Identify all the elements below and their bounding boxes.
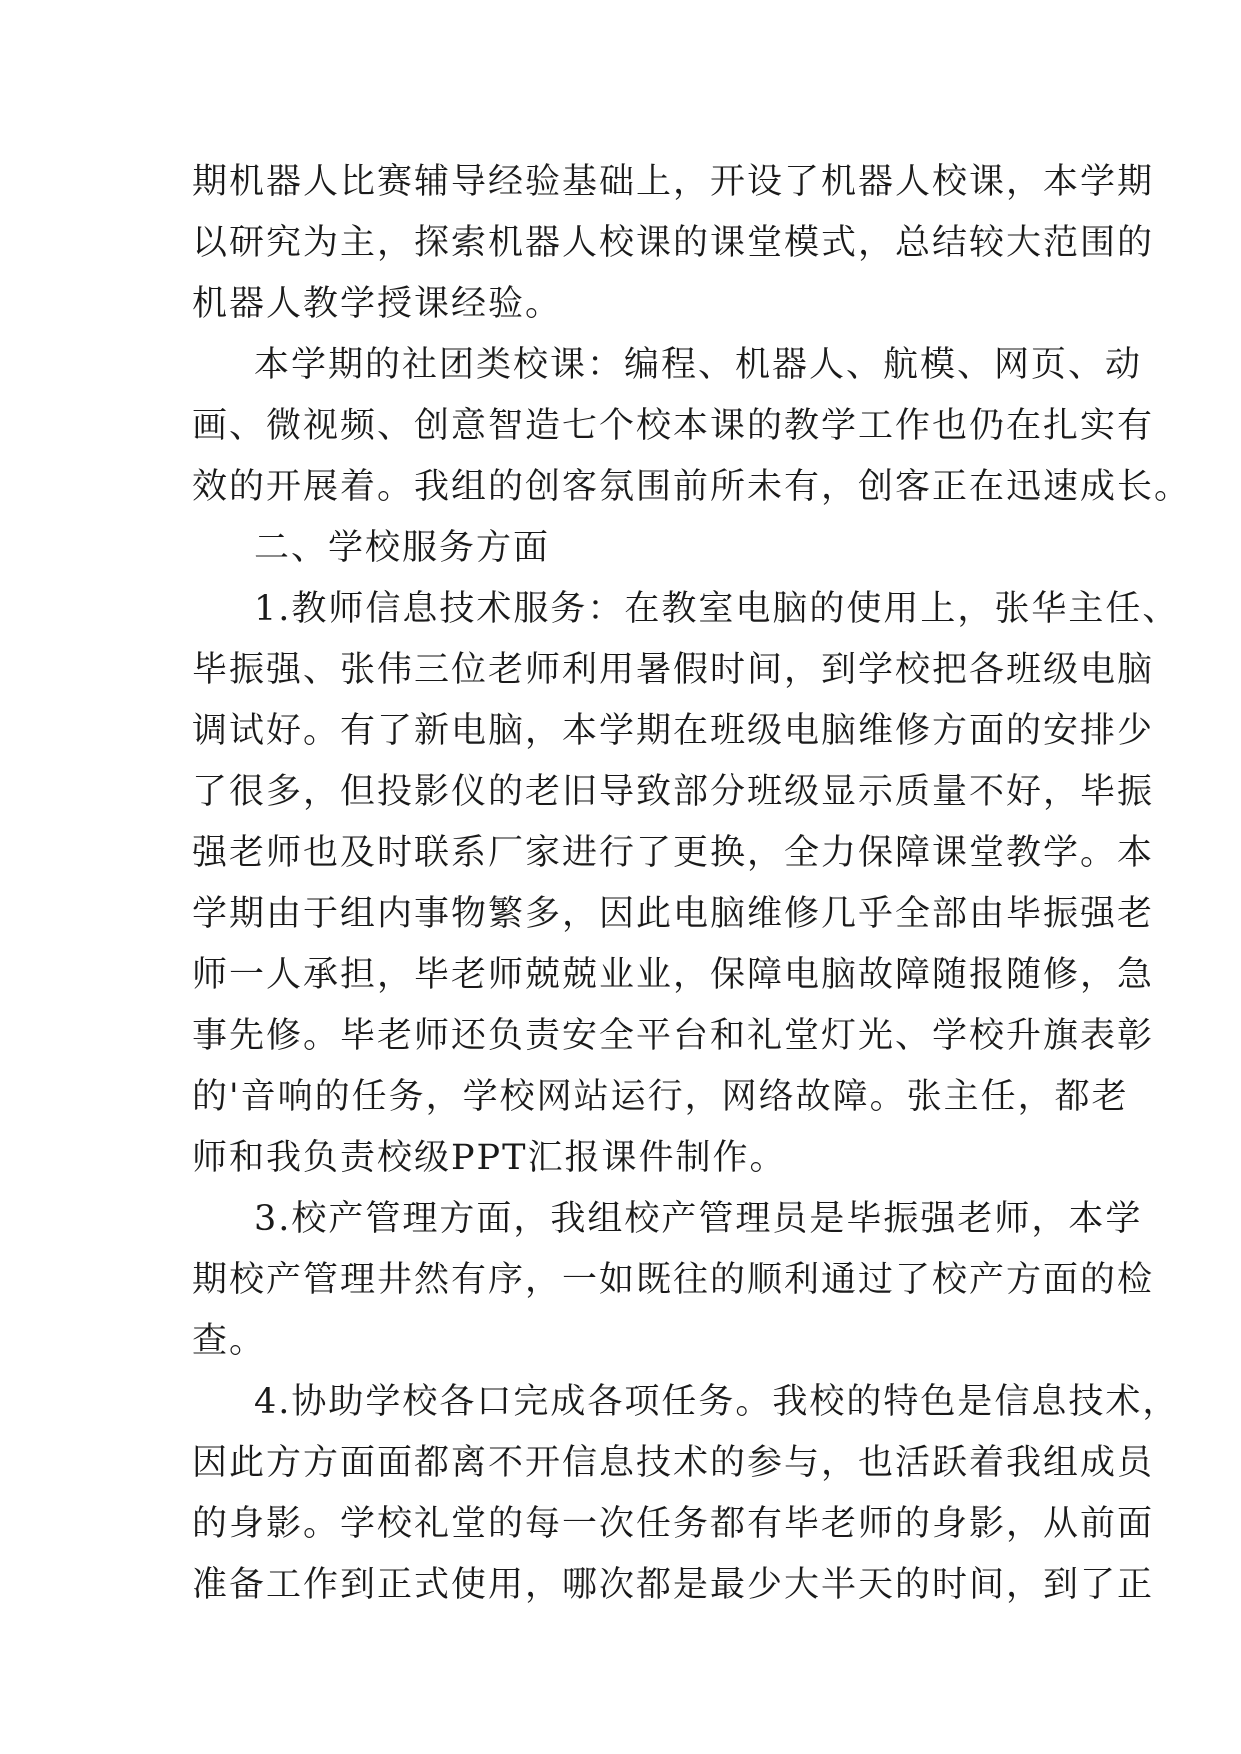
- body-text-line: 准备工作到正式使用，哪次都是最少大半天的时间，到了正: [192, 1565, 1155, 1605]
- paragraph-first-line: 3.校产管理方面，我组校产管理员是毕振强老师，本学: [254, 1199, 1143, 1239]
- body-text-line: 画、微视频、创意智造七个校本课的教学工作也仍在扎实有: [192, 406, 1155, 446]
- body-text-line: 师和我负责校级PPT汇报课件制作。: [192, 1138, 787, 1178]
- body-text-line: 调试好。有了新电脑，本学期在班级电脑维修方面的安排少: [192, 711, 1155, 751]
- body-text-line: 机器人教学授课经验。: [192, 284, 563, 324]
- body-text-line: 查。: [192, 1321, 267, 1361]
- body-text-line: 效的开展着。我组的创客氛围前所未有，创客正在迅速成长。: [192, 467, 1192, 507]
- body-text-line: 事先修。毕老师还负责安全平台和礼堂灯光、学校升旗表彰: [192, 1016, 1155, 1056]
- paragraph-first-line: 4.协助学校各口完成各项任务。我校的特色是信息技术，: [254, 1382, 1180, 1422]
- paragraph-first-line: 本学期的社团类校课：编程、机器人、航模、网页、动: [254, 345, 1143, 385]
- body-text-line: 期校产管理井然有序，一如既往的顺利通过了校产方面的检: [192, 1260, 1155, 1300]
- section-heading: 二、学校服务方面: [254, 528, 551, 568]
- body-text-line: 了很多，但投影仪的老旧导致部分班级显示质量不好，毕振: [192, 772, 1155, 812]
- paragraph-first-line: 1.教师信息技术服务：在教室电脑的使用上，张华主任、: [254, 589, 1180, 629]
- document-page: [192, 152, 1192, 1616]
- body-text-line: 毕振强、张伟三位老师利用暑假时间，到学校把各班级电脑: [192, 650, 1155, 690]
- body-text-line: 学期由于组内事物繁多，因此电脑维修几乎全部由毕振强老: [192, 894, 1155, 934]
- body-text-line: 因此方方面面都离不开信息技术的参与，也活跃着我组成员: [192, 1443, 1155, 1483]
- body-text-line: 以研究为主，探索机器人校课的课堂模式，总结较大范围的: [192, 223, 1155, 263]
- body-text-line: 强老师也及时联系厂家进行了更换，全力保障课堂教学。本: [192, 833, 1155, 873]
- body-text-line: 期机器人比赛辅导经验基础上，开设了机器人校课，本学期: [192, 162, 1155, 202]
- body-text-line: 的'音响的任务，学校网站运行，网络故障。张主任，都老: [192, 1077, 1129, 1117]
- body-text-line: 师一人承担，毕老师兢兢业业，保障电脑故障随报随修，急: [192, 955, 1155, 995]
- body-text-line: 的身影。学校礼堂的每一次任务都有毕老师的身影，从前面: [192, 1504, 1155, 1544]
